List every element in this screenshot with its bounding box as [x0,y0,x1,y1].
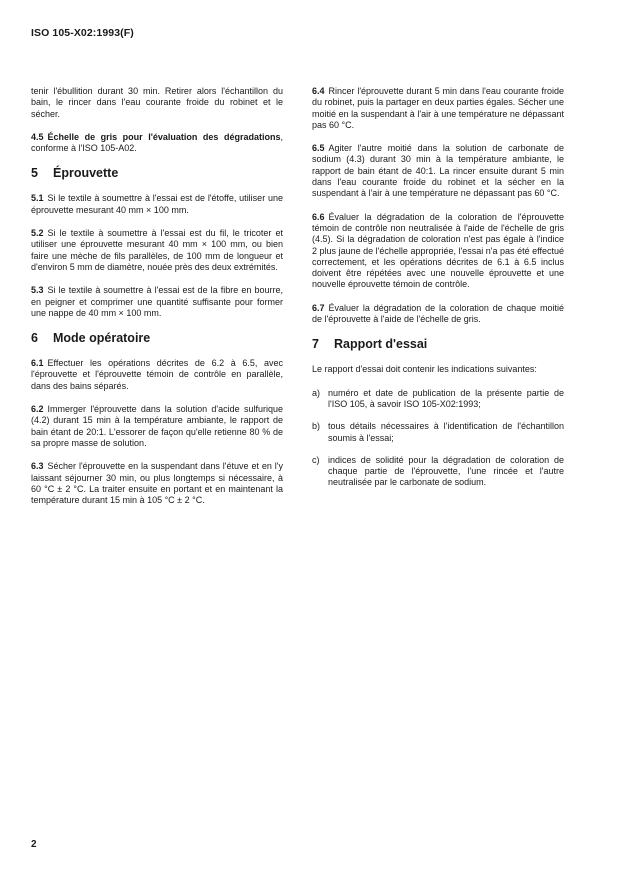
clause-number: 6.3 [31,461,44,472]
paragraph-5-1 [31,193,283,216]
clause-text: Rincer l'éprouvette durant 5 min dans l'eau courante froide du robinet, puis la partager en deux parties égales. Sécher une moitié en la suspendant à l'air à une température ne dépassant pas 60 °C. [312,86,564,130]
list-marker: b) [312,421,321,432]
section-title: Rapport d'essai [334,337,428,352]
clause-text: Effectuer les opérations décrites de 6.2 à 6.5, avec l'éprouvette et l'éprouvette témoin de contrôle en parallèle, dans des bains séparés. [31,358,283,391]
section-heading-7 [312,337,564,352]
clause-number: 6.4 [312,86,325,96]
paragraph-6-7 [312,303,564,326]
section-number: 7 [312,337,319,352]
clause-number: 6.6 [312,211,325,222]
clause-number: 5.3 [31,285,44,296]
left-column [31,86,283,518]
paragraph-4-5 [31,132,283,155]
paragraph-6-5 [312,143,564,199]
section-number: 6 [31,331,38,346]
clause-number: 4.5 [31,131,44,142]
paragraph-5-3 [31,285,283,319]
paragraph-7-intro: Le rapport d'essai doit contenir les indications suivantes: [312,364,537,375]
clause-title: Échelle de gris pour l'évaluation des dégradations [47,131,281,142]
list-item [312,421,564,444]
paragraph-6-6 [312,212,564,291]
clause-text: Évaluer la dégradation de la coloration de chaque moitié de l'éprouvette à l'aide de l'échelle de gris. [312,302,564,325]
list-marker: a) [312,387,321,398]
clause-number: 6.7 [312,302,325,313]
list-item-text: numéro et date de publication de la présente partie de l'ISO 105, à savoir ISO 105-X02:1993; [328,387,564,409]
clause-text: Agiter l'autre moitié dans la solution de carbonate de sodium (4.3) durant 30 min à la température ambiante, le rapport de bain étant de 40:1. La rincer ensuite durant 5 min dans l'eau courante froide du robinet et la sécher en la suspendant à l'air à une température ne dépassant pas 60 °C. [312,143,564,199]
list-item-text: tous détails nécessaires à l'identification de l'échantillon soumis à l'essai; [328,421,564,443]
list-item [312,388,564,411]
clause-number: 6.2 [31,404,44,415]
section-heading-6 [31,331,283,346]
list-marker: c) [312,454,320,465]
section-heading-5 [31,166,283,181]
right-column [312,86,564,500]
report-items-list [312,388,564,489]
paragraph-6-2 [31,404,283,449]
paragraph-continued: tenir l'ébullition durant 30 min. Retirer alors l'échantillon du bain, le rincer dans l'eau courante froide du robinet et le sécher. [31,86,283,119]
clause-number: 6.1 [31,358,44,369]
clause-number: 6.5 [312,143,325,154]
document-id-header: ISO 105-X02:1993(F) [31,27,134,39]
clause-number: 5.1 [31,193,44,204]
paragraph-6-3 [31,461,283,506]
list-item-text: indices de solidité pour la dégradation de coloration de chaque partie de l'éprouvette, l'une rincée et l'autre neutralisée par le carbonate de sodium. [328,454,564,488]
section-title: Éprouvette [53,166,119,181]
clause-text: , conforme à l'ISO 105-A02. [31,131,283,154]
clause-text: Évaluer la dégradation de la coloration de l'éprouvette témoin de contrôle non neutralisée à l'aide de l'échelle de gris (4.5). Si la dégradation de coloration n'est pas égale à l'indice 2 plus jaune de l'échelle appropriée, l'essai n'a pas été effectué correctement, et les opérations décrites de 6.1 à 6.5 inclus doivent être répétées avec une nouvelle éprouvette et une nouvelle éprouvette témoin de contrôle. [312,211,564,290]
page-number: 2 [31,839,37,850]
section-number: 5 [31,166,38,181]
clause-text: Si le textile à soumettre à l'essai est de la fibre en bourre, en peigner et comprimer une quantité suffisante pour former une nappe de 40 mm × 100 mm. [31,285,283,318]
list-item [312,455,564,489]
clause-number: 5.2 [31,228,44,239]
paragraph-5-2 [31,228,283,273]
section-title: Mode opératoire [53,331,151,346]
clause-text: Si le textile à soumettre à l'essai est du fil, le tricoter et utiliser une éprouvette mesurant 40 mm × 100 mm, ou bien faire une mèche de fils parallèles, de 100 mm de longueur et d'environ 5 mm de diamètre, nouée près des deux extrémités. [31,228,283,272]
clause-text: Sécher l'éprouvette en la suspendant dans l'étuve et en l'y laissant séjourner 30 min, ou plus longtemps si nécessaire, à 60 °C ± 2 °C. La traiter ensuite en portant et en maintenant la température durant 15 min à 105 °C ± 2 °C. [31,461,283,506]
paragraph-6-4 [312,86,564,131]
clause-text: Si le textile à soumettre à l'essai est de l'étoffe, utiliser une éprouvette mesurant 40 mm × 100 mm. [31,193,283,215]
paragraph-6-1 [31,358,283,392]
clause-text: Immerger l'éprouvette dans la solution d'acide sulfurique (4.2) durant 15 min à la température ambiante, le rapport de bain étant de 20:1. L'essorer de façon qu'elle retienne 80 % de sa propre masse de solution. [31,404,283,448]
